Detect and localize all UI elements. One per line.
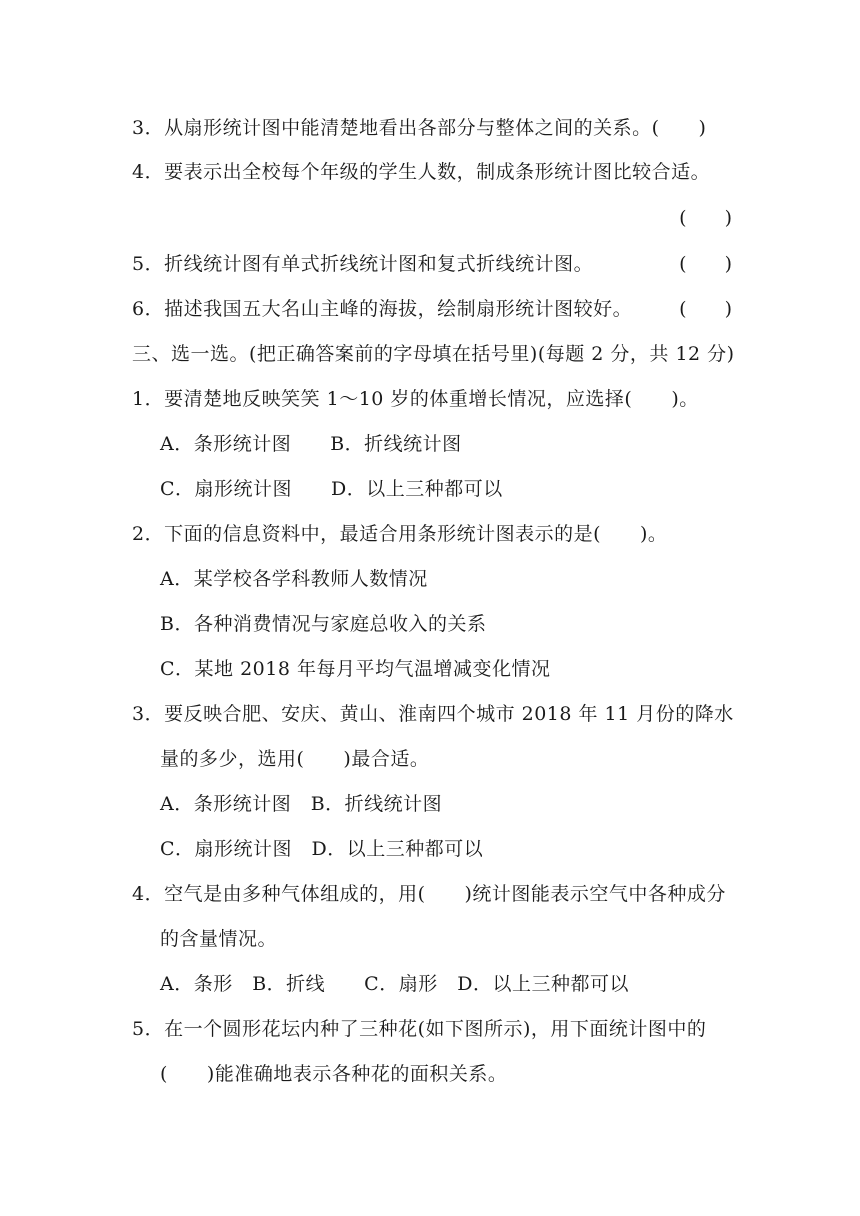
- choice-q1-options-ab: A．条形统计图 B．折线统计图: [160, 433, 462, 455]
- choice-q3-options-cd: C．扇形统计图 D．以上三种都可以: [160, 838, 484, 860]
- choice-q2-stem: 2．下面的信息资料中，最适合用条形统计图表示的是( )。: [132, 523, 668, 545]
- choice-q1-options-cd: C．扇形统计图 D．以上三种都可以: [160, 478, 503, 500]
- choice-q4-stem-line2: 的含量情况。: [160, 928, 278, 950]
- choice-q2-option-c: C．某地 2018 年每月平均气温增减变化情况: [160, 658, 551, 680]
- section-heading-choice: 三、选一选。(把正确答案前的字母填在括号里)(每题 2 分，共 12 分): [132, 343, 735, 365]
- choice-q2-option-b: B．各种消费情况与家庭总收入的关系: [160, 613, 487, 635]
- judge-item-5: 5．折线统计图有单式折线统计图和复式折线统计图。: [132, 253, 594, 275]
- judge-item-4-answer-bracket: ( ): [679, 207, 732, 229]
- choice-q3-stem-line2: 量的多少，选用( )最合适。: [160, 748, 430, 770]
- choice-q1-stem: 1．要清楚地反映笑笑 1～10 岁的体重增长情况，应选择( )。: [132, 388, 699, 410]
- choice-q4-options: A．条形 B．折线 C．扇形 D．以上三种都可以: [160, 973, 629, 995]
- choice-q2-option-a: A．某学校各学科教师人数情况: [160, 568, 428, 590]
- judge-item-5-answer-bracket: ( ): [679, 253, 732, 275]
- choice-q5-stem-line1: 5．在一个圆形花坛内种了三种花(如下图所示)，用下面统计图中的: [132, 1018, 707, 1040]
- choice-q5-stem-line2: ( )能准确地表示各种花的面积关系。: [160, 1063, 508, 1085]
- judge-item-6-answer-bracket: ( ): [679, 298, 732, 320]
- judge-item-4: 4．要表示出全校每个年级的学生人数，制成条形统计图比较合适。: [132, 161, 711, 183]
- judge-item-6: 6．描述我国五大名山主峰的海拔，绘制扇形统计图较好。: [132, 298, 633, 320]
- choice-q4-stem-line1: 4．空气是由多种气体组成的，用( )统计图能表示空气中各种成分: [132, 883, 726, 905]
- choice-q3-stem-line1: 3．要反映合肥、安庆、黄山、淮南四个城市 2018 年 11 月份的降水: [132, 703, 734, 725]
- judge-item-3: 3．从扇形统计图中能清楚地看出各部分与整体之间的关系。( ): [132, 117, 707, 139]
- choice-q3-options-ab: A．条形统计图 B．折线统计图: [160, 793, 443, 815]
